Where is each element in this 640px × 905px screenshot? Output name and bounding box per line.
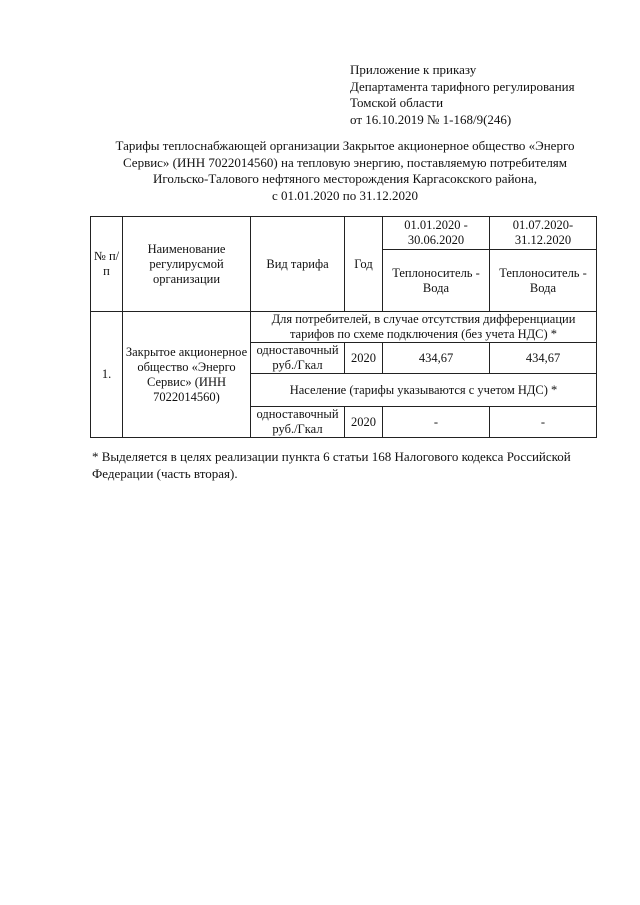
header-tariff-type: Вид тарифа xyxy=(251,217,345,312)
title-line-4: с 01.01.2020 по 31.12.2020 xyxy=(272,187,418,203)
header-carrier-1: Теплоноситель - Вода xyxy=(383,250,490,312)
appendix-block xyxy=(350,62,575,128)
section-1-year: 2020 xyxy=(345,343,383,374)
header-number: № п/п xyxy=(91,217,123,312)
section-2-value-1: - xyxy=(383,407,490,438)
document-title xyxy=(90,138,600,204)
header-year: Год xyxy=(345,217,383,312)
title-line-2: Сервис» (ИНН 7022014560) на тепловую энергию, поставляемую потребителям xyxy=(122,154,568,170)
organization-name: Закрытое акционерное общество «Энерго Сервис» (ИНН 7022014560) xyxy=(123,312,251,438)
footnote xyxy=(92,448,592,482)
tariffs-table xyxy=(90,216,597,438)
header-period-1: 01.01.2020 - 30.06.2020 xyxy=(383,217,490,250)
appendix-line-2: Департамента тарифного регулирования xyxy=(350,78,575,94)
section-1-tariff: одноставочный руб./Гкал xyxy=(251,343,345,374)
row-number: 1. xyxy=(91,312,123,438)
header-carrier-2: Теплоноситель - Вода xyxy=(490,250,597,312)
section-2-label: Население (тарифы указываются с учетом НДС) * xyxy=(251,374,597,407)
header-row-1 xyxy=(91,217,597,250)
appendix-line-1: Приложение к приказу xyxy=(350,62,477,77)
title-line-1: Тарифы теплоснабжающей организации Закрытое акционерное общество «Энерго xyxy=(115,138,575,153)
header-organization: Наименование регулирусмой организации xyxy=(123,217,251,312)
section-1-row xyxy=(91,312,597,343)
section-2-value-2: - xyxy=(490,407,597,438)
section-1-value-1: 434,67 xyxy=(383,343,490,374)
appendix-line-4: от 16.10.2019 № 1-168/9(246) xyxy=(350,111,512,127)
section-2-tariff: одноставочный руб./Гкал xyxy=(251,407,345,438)
header-period-2: 01.07.2020- 31.12.2020 xyxy=(490,217,597,250)
section-2-year: 2020 xyxy=(345,407,383,438)
title-line-3: Игольско-Талового нефтяного месторождения Каргасокского района, xyxy=(152,171,537,186)
footnote-line-2: Федерации (часть вторая). xyxy=(92,466,238,481)
appendix-line-3: Томской области xyxy=(350,95,444,110)
section-1-value-2: 434,67 xyxy=(490,343,597,374)
section-1-label: Для потребителей, в случае отсутствия дифференциации тарифов по схеме подключения (без учета НДС) * xyxy=(251,312,597,343)
footnote-line-1: * Выделяется в целях реализации пункта 6 статьи 168 Налогового кодекса Российской xyxy=(92,449,571,464)
